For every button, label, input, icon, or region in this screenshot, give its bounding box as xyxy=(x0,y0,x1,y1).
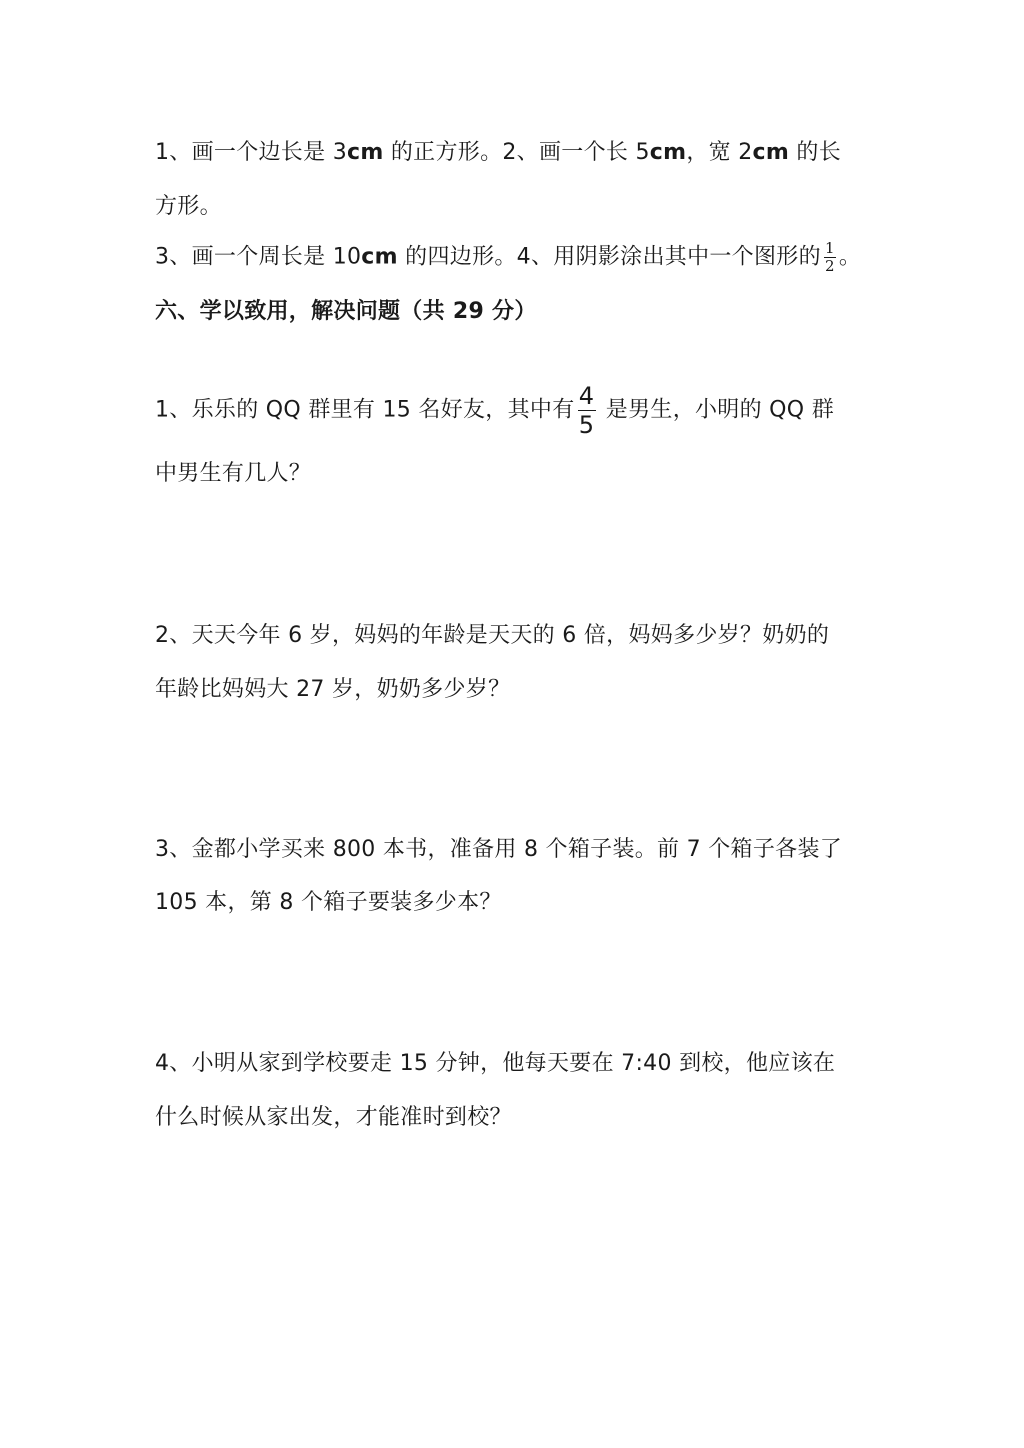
unit-cm: cm xyxy=(649,140,687,165)
fraction-numerator: 1 xyxy=(824,239,835,257)
question-4-line-1: 4、小明从家到学校要走 15 分钟，他每天要在 7:40 到校，他应该在 xyxy=(155,1051,836,1076)
task-text: 的四边形。4、用阴影涂出其中一个图形的 xyxy=(397,244,821,270)
question-text: 是男生，小明的 QQ 群 xyxy=(598,397,835,423)
fraction-denominator: 5 xyxy=(578,411,595,439)
unit-cm: cm xyxy=(347,140,384,165)
unit-cm: cm xyxy=(361,244,398,270)
question-text: 1、乐乐的 QQ 群里有 15 名好友，其中有 xyxy=(155,397,575,423)
section-heading: 六、学以致用，解决问题（共 29 分） xyxy=(155,299,537,324)
question-3-line-2: 105 本，第 8 个箱子要装多少本？ xyxy=(155,890,502,915)
task-text: 的长 xyxy=(789,140,842,165)
question-1-line-1 xyxy=(155,382,834,439)
fraction-four-fifths xyxy=(578,382,596,439)
drawing-task-line-1 xyxy=(155,139,841,167)
question-4-line-2: 什么时候从家出发，才能准时到校？ xyxy=(155,1105,512,1130)
task-text: 。 xyxy=(838,244,862,270)
question-3-line-1: 3、金都小学买来 800 本书，准备用 8 个箱子装。前 7 个箱子各装了 xyxy=(155,837,843,862)
task-text: ，宽 2 xyxy=(686,140,753,165)
question-1-line-2: 中男生有几人？ xyxy=(155,461,312,486)
question-2-line-2: 年龄比妈妈大 27 岁，奶奶多少岁？ xyxy=(155,677,511,702)
drawing-task-line-2: 方形。 xyxy=(155,194,222,219)
drawing-task-line-3 xyxy=(155,240,861,275)
task-text: 1、画一个边长是 3 xyxy=(155,140,347,165)
question-2-line-1: 2、天天今年 6 岁，妈妈的年龄是天天的 6 倍，妈妈多少岁？奶奶的 xyxy=(155,623,830,648)
fraction-numerator: 4 xyxy=(578,382,595,410)
task-text: 的正方形。2、画一个长 5 xyxy=(383,140,650,165)
fraction-one-half xyxy=(824,240,836,275)
task-text: 3、画一个周长是 10 xyxy=(155,244,362,270)
fraction-denominator: 2 xyxy=(824,257,835,275)
unit-cm: cm xyxy=(752,140,790,165)
